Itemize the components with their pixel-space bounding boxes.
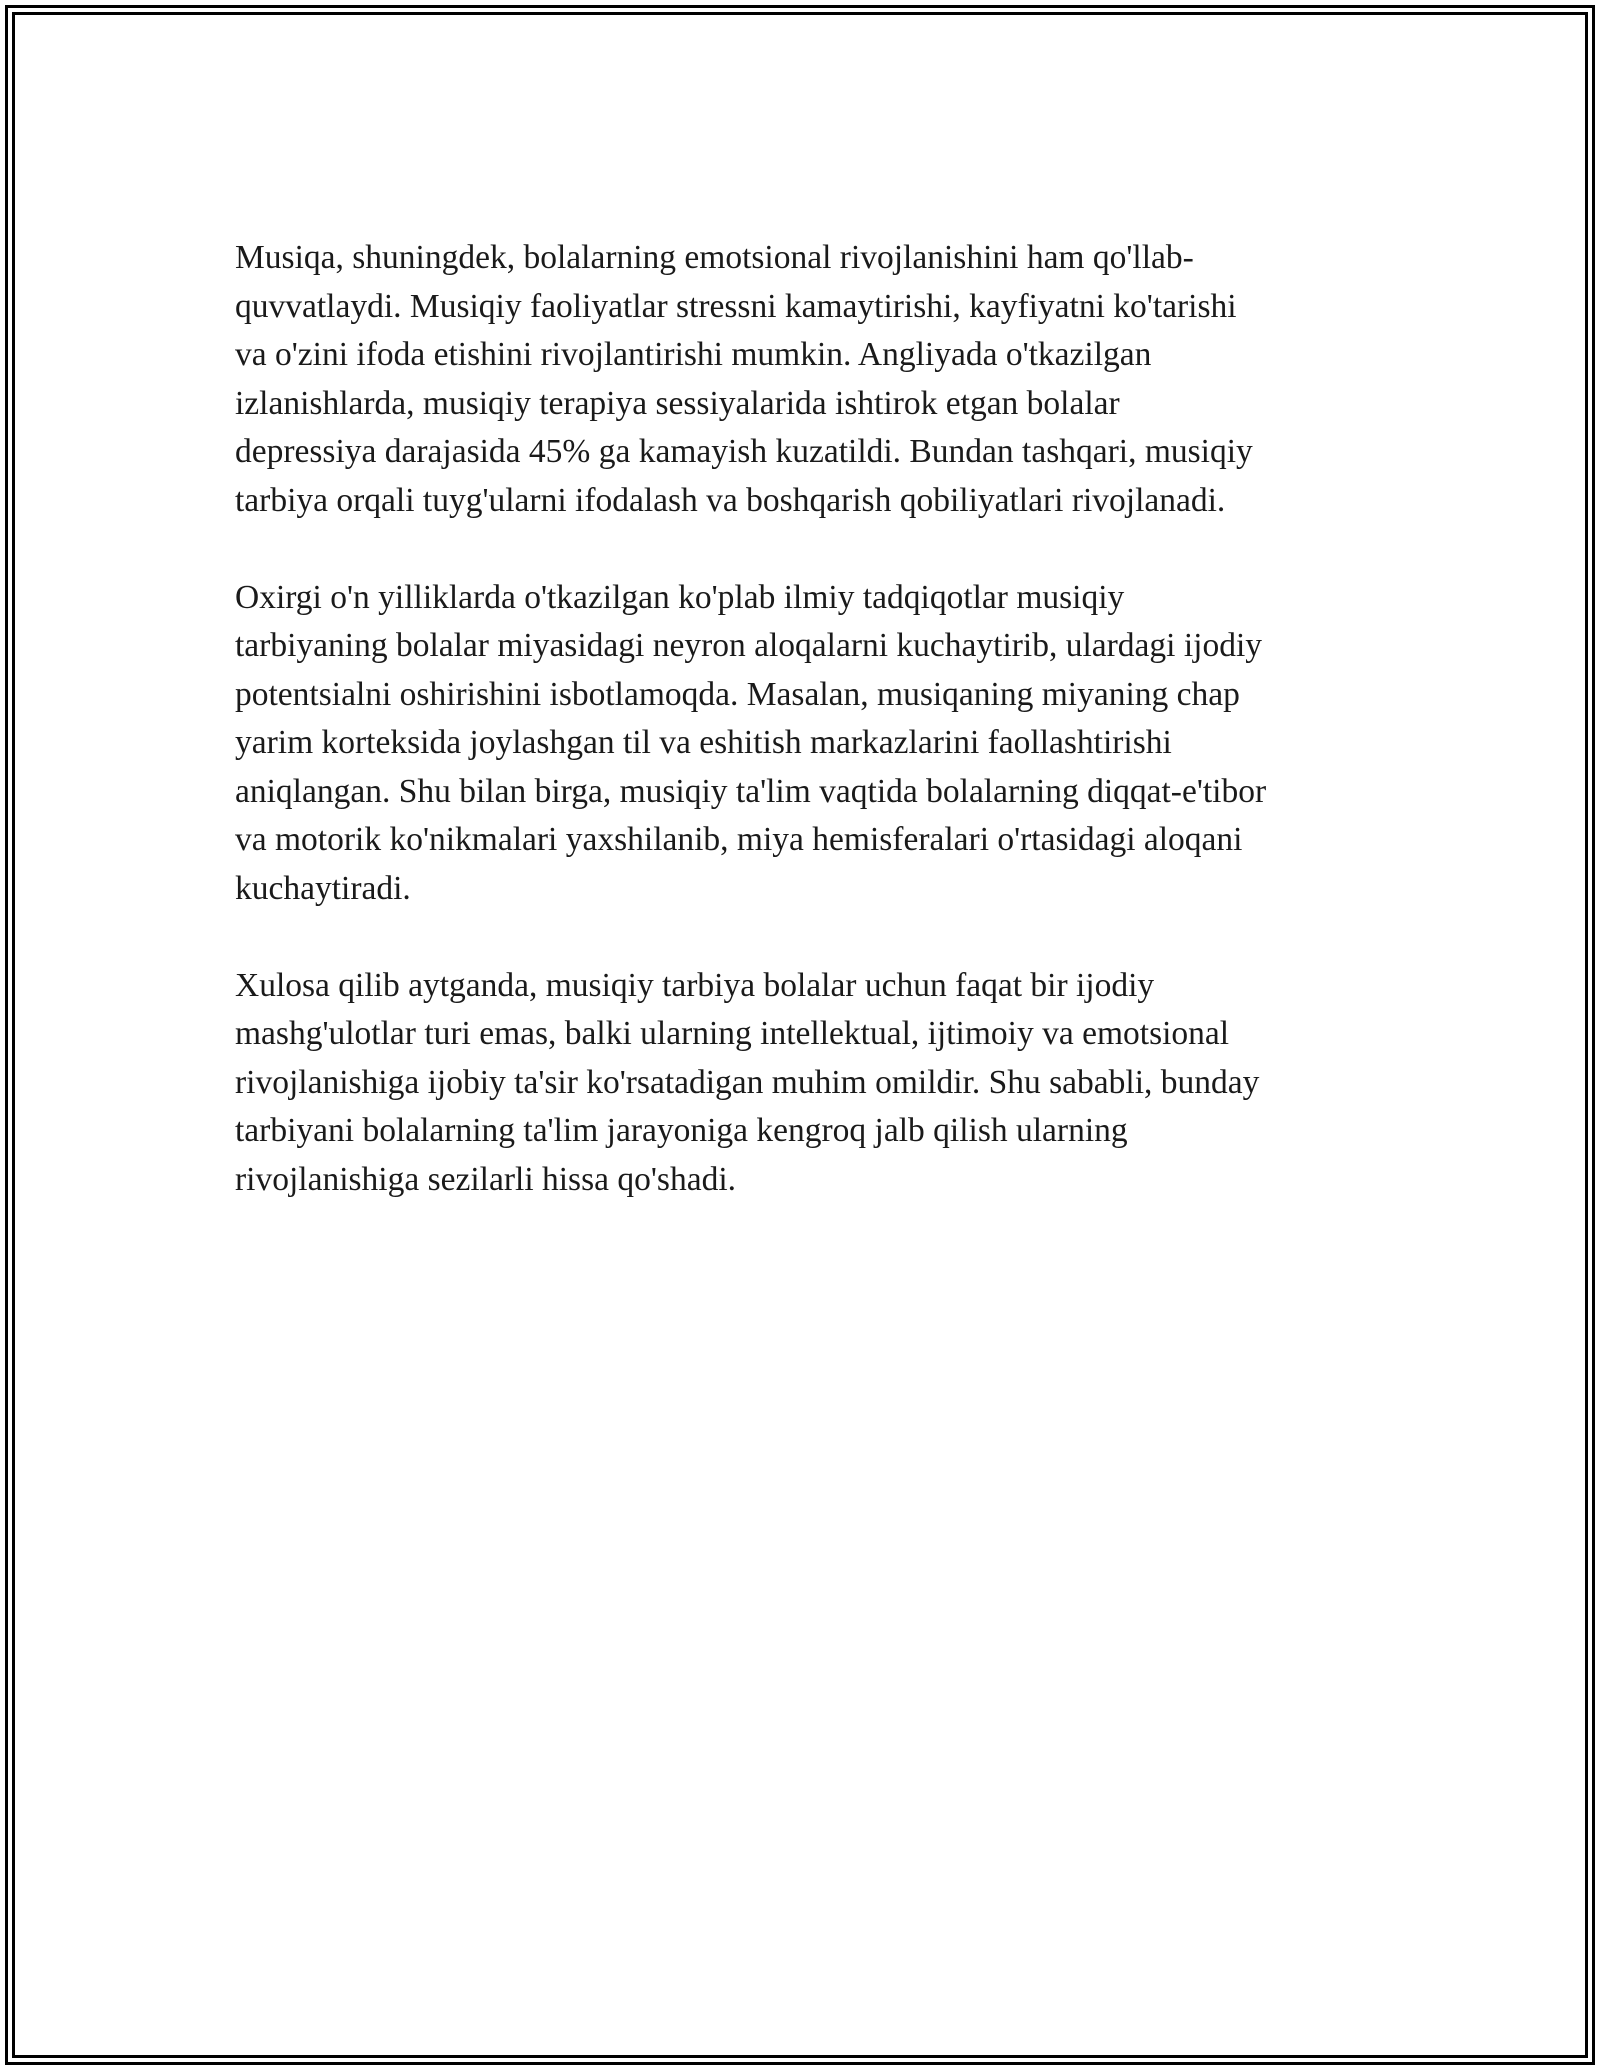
document-body — [235, 234, 1380, 1253]
paragraph-scientific-research: Oxirgi o'n yilliklarda o'tkazilgan ko'plab ilmiy tadqiqotlar musiqiy tarbiyaning bolalar miyasidagi neyron aloqalarni kuchaytirib, ulardagi ijodiy potentsialni oshirishini isbotlamoqda. Masalan, musiqaning miyaning chap yarim korteksida joylashgan til va eshitish markazlarini faollashtirishi aniqlangan. Shu bilan birga, musiqiy ta'lim vaqtida bolalarning diqqat-e'tibor va motorik ko'nikmalari yaxshilanib, miya hemisferalari o'rtasidagi aloqani kuchaytiradi. — [235, 578, 1267, 907]
paragraph-emotional-development: Musiqa, shuningdek, bolalarning emotsional rivojlanishini ham qo'llab- quvvatlaydi. Musiqiy faoliyatlar stressni kamaytirishi, kayfiyatni ko'tarishi va o'zini ifoda etishini rivojlantirishi mumkin. Angliyada o'tkazilgan izlanishlarda, musiqiy terapiya sessiyalarida ishtirok etgan bolalar depressiya darajasida 45% ga kamayish kuzatildi. Bundan tashqari, musiqiy tarbiya orqali tuyg'ularni ifodalash va boshqarish qobiliyatlari rivojlanadi. — [235, 239, 1253, 519]
paragraph-conclusion: Xulosa qilib aytganda, musiqiy tarbiya bolalar uchun faqat bir ijodiy mashg'ulotlar turi emas, balki ularning intellektual, ijtimoiy va emotsional rivojlanishiga ijobiy ta'sir ko'rsatadigan muhim omildir. Shu sababli, bunday tarbiyani bolalarning ta'lim jarayoniga kengroq jalb qilish ularning rivojlanishiga sezilarli hissa qo'shadi. — [235, 966, 1260, 1198]
